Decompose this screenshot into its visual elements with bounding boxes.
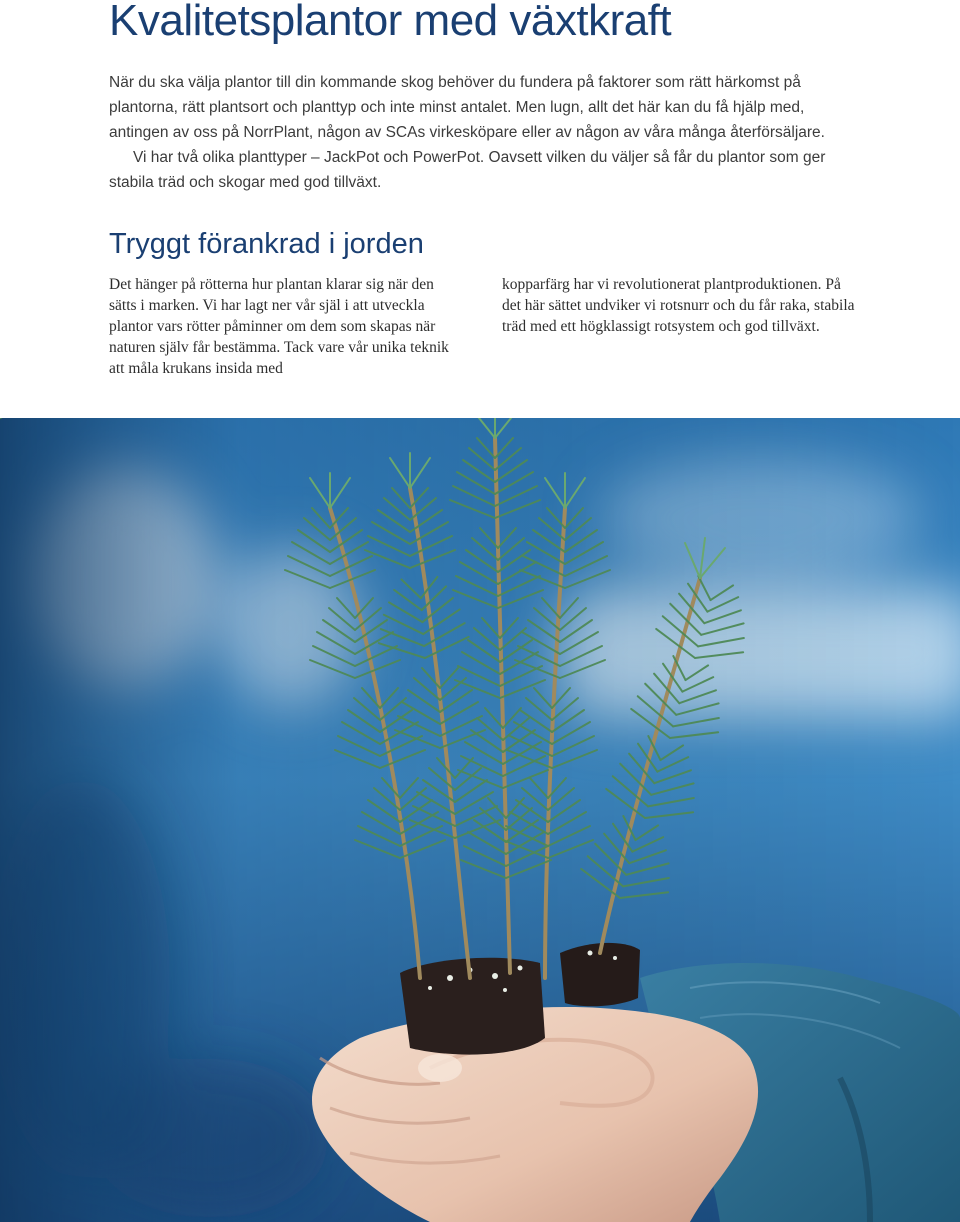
intro-text xyxy=(109,70,849,195)
section-heading: Tryggt förankrad i jorden xyxy=(109,228,424,260)
seedling-photo xyxy=(0,418,960,1222)
body-column-right: kopparfärg har vi revolutionerat plantproduktionen. På det här sättet undviker vi rotsnurr och du får raka, stabila träd med ett högklassigt rotsystem och god tillväxt. xyxy=(502,276,855,335)
intro-paragraph-2: Vi har två olika planttyper – JackPot och PowerPot. Oavsett vilken du väljer så får du plantor som ger stabila träd och skogar med god tillväxt. xyxy=(109,149,826,191)
intro-paragraph-1: När du ska välja plantor till din kommande skog behöver du fundera på faktorer som rätt härkomst på plantorna, rätt plantsort och planttyp och inte minst antalet. Men lugn, allt det här kan du få hjälp med, antingen av oss på NorrPlant, någon av SCAs virkesköpare eller av någon av våra många återförsäljare. xyxy=(109,74,825,141)
seedling-illustration xyxy=(0,418,960,1222)
page-title: Kvalitetsplantor med växtkraft xyxy=(109,0,672,45)
body-column-left: Det hänger på rötterna hur plantan klarar sig när den sätts i marken. Vi har lagt ner vår själ i att utveckla plantor vars rötter påminner om dem som skapas när naturen själv får bestämma. Tack vare vår unika teknik att måla krukans insida med xyxy=(109,276,449,377)
